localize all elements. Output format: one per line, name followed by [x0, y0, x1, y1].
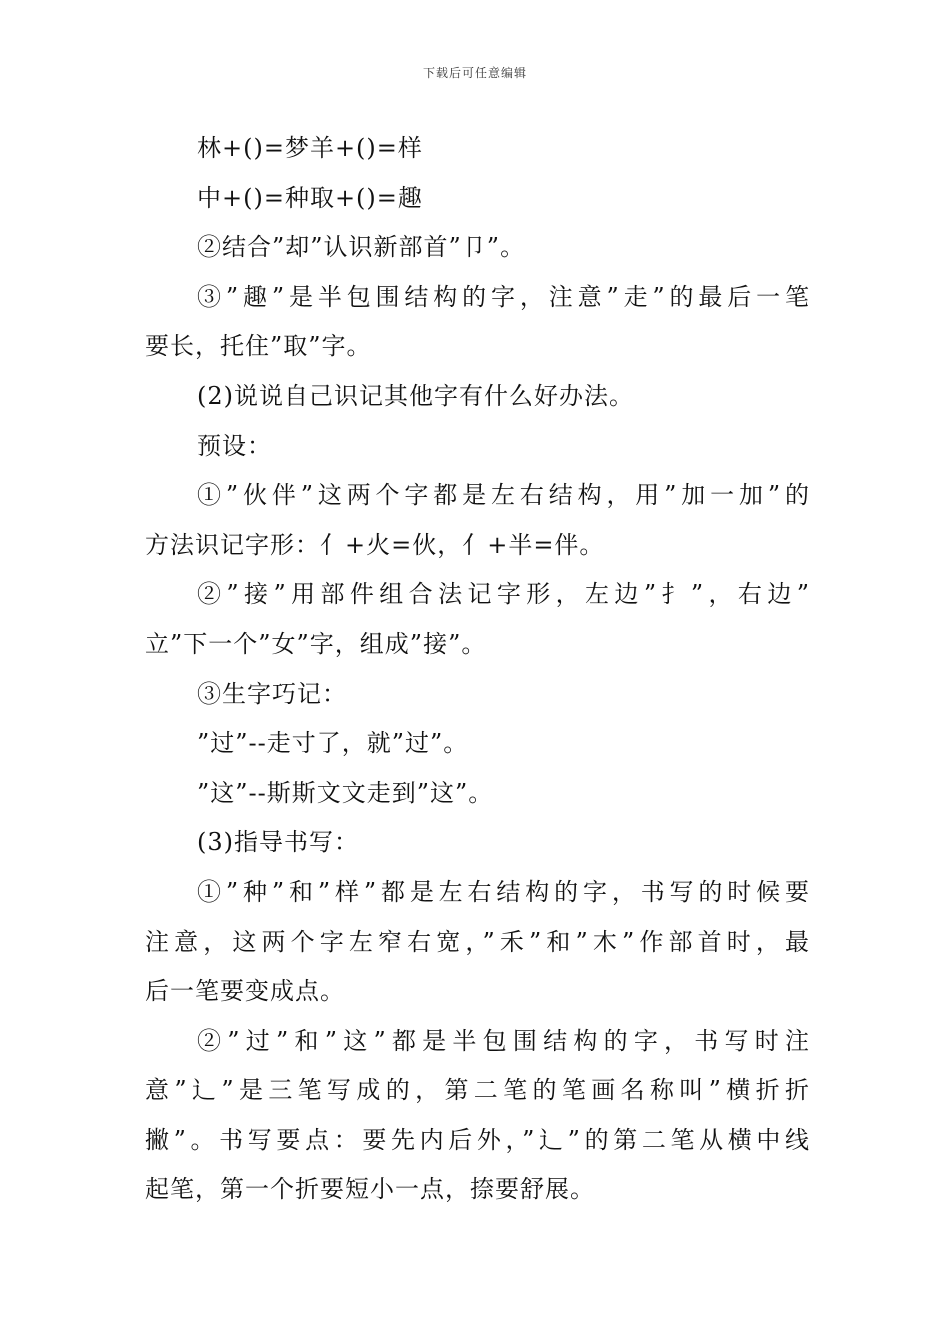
document-body — [145, 124, 810, 1215]
paragraph-line: ③”趣”是半包围结构的字，注意”走”的最后一笔 — [197, 282, 810, 311]
paragraph-line: 起笔，第一个折要短小一点，捺要舒展。 — [145, 1175, 595, 1204]
paragraph-line: 中+()=种取+()=趣 — [197, 183, 423, 212]
paragraph-line: 预设： — [197, 431, 272, 460]
paragraph-line: ③生字巧记： — [197, 679, 347, 708]
page-header: 下载后可任意编辑 — [422, 66, 527, 80]
paragraph-line: 方法识记字形：亻+火=伙，亻+半=伴。 — [145, 530, 605, 559]
paragraph-line: 林+()=梦羊+()=样 — [197, 134, 423, 162]
paragraph-line: (3)指导书写： — [197, 828, 359, 857]
paragraph-line: 后一笔要变成点。 — [145, 977, 345, 1006]
paragraph-line: 立”下一个”女”字，组成”接”。 — [145, 629, 487, 658]
paragraph-line: ②”接”用部件组合法记字形，左边”扌”，右边” — [197, 580, 810, 609]
paragraph-line: ①”种”和”样”都是左右结构的字，书写的时候要 — [197, 877, 810, 906]
paragraph-line: (2)说说自己识记其他字有什么好办法。 — [197, 381, 634, 410]
paragraph-line: 要长，托住”取”字。 — [145, 332, 372, 361]
paragraph-line: 注意，这两个字左窄右宽，”禾”和”木”作部首时，最 — [145, 927, 810, 956]
paragraph-line: ”过”--走寸了，就”过”。 — [197, 729, 469, 758]
paragraph-line: 撇”。书写要点：要先内后外，”辶”的第二笔从横中线 — [145, 1125, 810, 1154]
paragraph-line: ②结合”却”认识新部首”卩”。 — [197, 233, 526, 262]
paragraph-line: ①”伙伴”这两个字都是左右结构，用”加一加”的 — [197, 481, 810, 510]
paragraph-line: ②”过”和”这”都是半包围结构的字，书写时注 — [197, 1026, 810, 1055]
paragraph-line: 意”辶”是三笔写成的，第二笔的笔画名称叫”横折折 — [145, 1076, 810, 1105]
paragraph-line: ”这”--斯斯文文走到”这”。 — [197, 778, 494, 807]
